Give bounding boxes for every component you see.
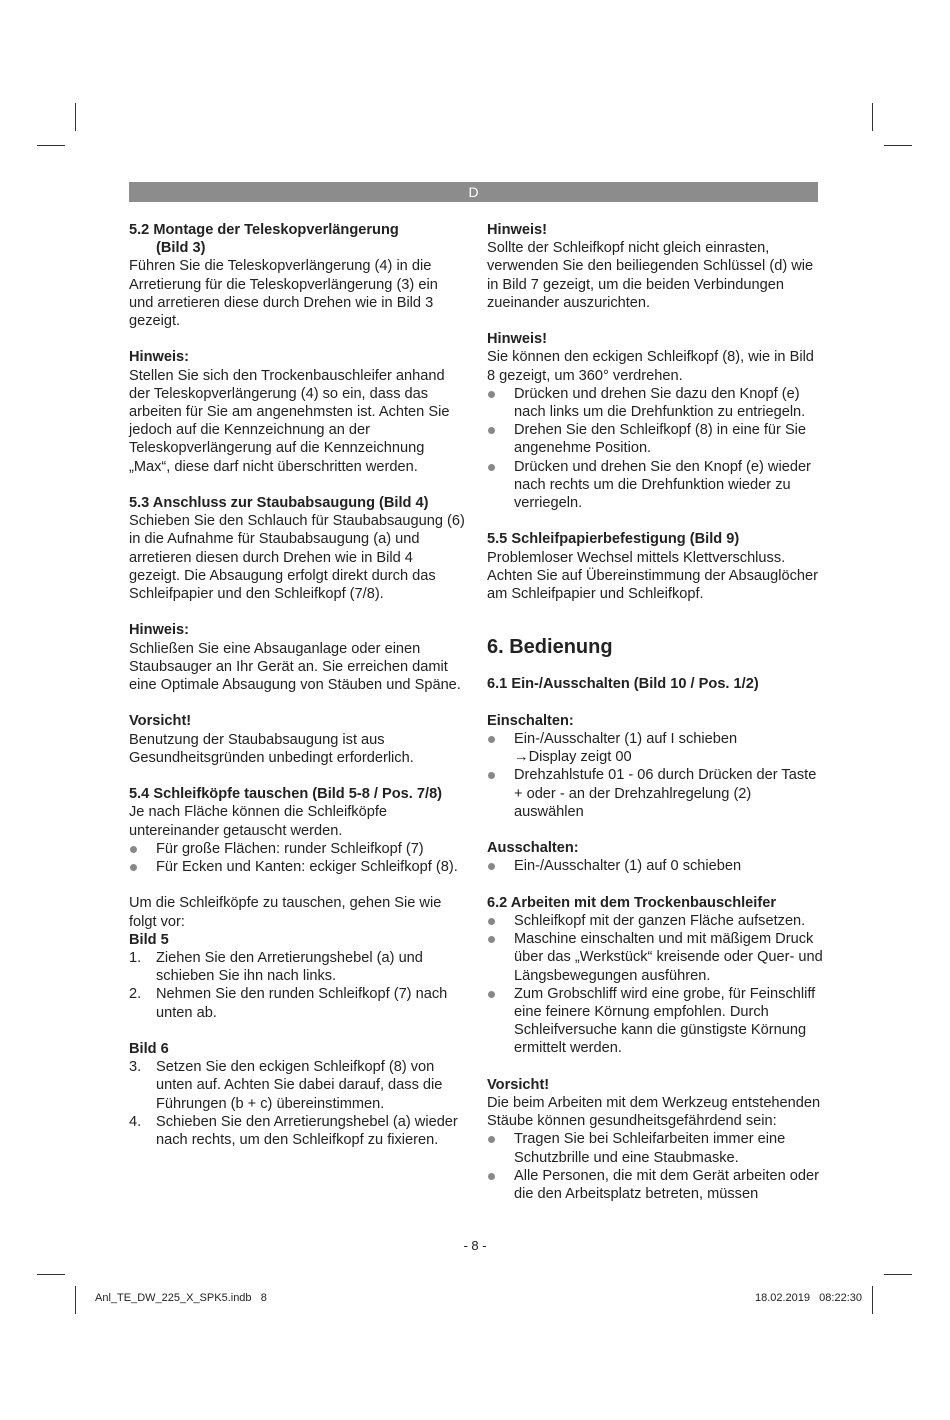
bullet-icon — [488, 736, 495, 743]
caution-2-heading: Vorsicht! — [487, 1076, 550, 1093]
crop-mark — [37, 145, 65, 146]
step-number: 1. — [129, 950, 142, 967]
crop-mark — [872, 1286, 873, 1314]
list-item — [487, 458, 823, 513]
section-5-3-body: Schieben Sie den Schlauch für Staubabsaugung (6) in die Aufnahme für Staubabsaugung (a) und arretieren diesen durch Drehen wie in Bild 4 gezeigt. Die Absaugung erfolgt direkt durch das Schleifpapier und den Schleifkopf (7/8). — [129, 513, 465, 603]
bullet-icon — [488, 391, 495, 398]
section-5-4-body: Je nach Fläche können die Schleifköpfe untereinander getauscht werden. — [129, 804, 387, 839]
list-item — [487, 730, 823, 766]
bullet-icon — [488, 1173, 495, 1180]
step-number: 3. — [129, 1059, 142, 1076]
section-5-4-intro: Um die Schleifköpfe zu tauschen, gehen Sie wie folgt vor: — [129, 895, 442, 930]
display-shows-note: →Display zeigt 00 — [514, 749, 632, 766]
footer-filename: Anl_TE_DW_225_X_SPK5.indb 8 — [95, 1292, 267, 1304]
language-header-bar: D — [129, 182, 818, 202]
list-item-text: Schieben Sie den Arretierungshebel (a) wieder nach rechts, um den Schleifkopf zu fixieren. — [156, 1113, 458, 1149]
hint-1-body: Stellen Sie sich den Trockenbauschleifer anhand der Teleskopverlängerung (4) so ein, dass das arbeiten für Sie am angenehmsten ist. Achten Sie jedoch auf die Kennzeichnung an der Teleskopverlängerung auf die Kennzeichnung „Max“, diese darf nicht überschritten werden. — [129, 367, 450, 475]
footer-timestamp: 18.02.2019 08:22:30 — [754, 1292, 862, 1304]
list-item-text: Tragen Sie bei Schleifarbeiten immer eine Schutzbrille und eine Staubmaske. — [514, 1131, 786, 1166]
hint-4-heading: Hinweis! — [487, 331, 548, 348]
list-item — [487, 766, 823, 821]
list-item — [129, 985, 465, 1021]
hint-2-body: Schließen Sie eine Absauganlage oder einen Staubsauger an Ihr Gerät an. Sie erreichen damit eine Optimale Absaugung von Stäuben und Späne. — [129, 640, 461, 694]
left-column — [129, 221, 465, 1149]
list-item — [487, 985, 823, 1058]
list-item-text: Drehzahlstufe 01 - 06 durch Drücken der Taste + oder - an der Drehzahlregelung (2) auswählen — [514, 767, 817, 820]
page-number: - 8 - — [463, 1238, 487, 1253]
bild-5-heading: Bild 5 — [129, 931, 169, 948]
switch-off-heading: Ausschalten: — [487, 840, 579, 857]
section-5-2-subheading: (Bild 3) — [156, 240, 206, 257]
list-item-text: Für große Flächen: runder Schleifkopf (7) — [156, 840, 424, 857]
list-item-text: Ein-/Ausschalter (1) auf 0 schieben — [514, 858, 742, 875]
list-item — [129, 949, 465, 985]
bullet-icon — [488, 918, 495, 925]
hint-1-heading: Hinweis: — [129, 349, 190, 366]
crop-mark — [75, 1286, 76, 1314]
list-item-text: Drehen Sie den Schleifkopf (8) in eine für Sie angenehme Position. — [514, 422, 807, 457]
bullet-icon — [130, 864, 137, 871]
list-item-text: Ein-/Ausschalter (1) auf I schieben — [514, 731, 738, 748]
list-item — [487, 385, 823, 421]
bullet-icon — [488, 991, 495, 998]
section-5-5-body: Problemloser Wechsel mittels Klettverschluss. Achten Sie auf Übereinstimmung der Absauglöcher am Schleifpapier und Schleifkopf. — [487, 549, 818, 603]
list-item-text: Ziehen Sie den Arretierungshebel (a) und schieben Sie ihn nach links. — [156, 950, 423, 985]
hint-2-heading: Hinweis: — [129, 622, 190, 639]
bild-6-heading: Bild 6 — [129, 1041, 169, 1058]
list-item — [129, 840, 465, 858]
crop-mark — [884, 145, 912, 146]
step-number: 4. — [129, 1113, 142, 1130]
list-item-text: Setzen Sie den eckigen Schleifkopf (8) von unten auf. Achten Sie dabei darauf, dass die Führungen (b + c) übereinstimmen. — [156, 1059, 443, 1112]
switch-on-heading: Einschalten: — [487, 712, 574, 729]
section-5-3-heading: 5.3 Anschluss zur Staubabsaugung (Bild 4) — [129, 495, 429, 512]
list-item-text: Zum Grobschliff wird eine grobe, für Feinschliff eine feinere Körnung empfohlen. Durch Schleifversuche kann die günstigste Körnung ermittelt werden. — [514, 985, 816, 1057]
bullet-icon — [488, 427, 495, 434]
list-item — [487, 421, 823, 457]
list-item — [129, 858, 465, 876]
section-5-5-heading: 5.5 Schleifpapierbefestigung (Bild 9) — [487, 531, 740, 548]
list-item — [487, 857, 823, 875]
bullet-icon — [488, 1136, 495, 1143]
list-item-text: Alle Personen, die mit dem Gerät arbeiten oder die den Arbeitsplatz betreten, müssen — [514, 1167, 820, 1203]
section-5-4-heading: 5.4 Schleifköpfe tauschen (Bild 5-8 / Pos. 7/8) — [129, 786, 443, 803]
crop-mark — [75, 103, 76, 131]
caution-1-heading: Vorsicht! — [129, 713, 192, 730]
list-item — [129, 1058, 465, 1113]
bullet-icon — [488, 772, 495, 779]
crop-mark — [884, 1274, 912, 1275]
list-item-text: Für Ecken und Kanten: eckiger Schleifkopf (8). — [156, 859, 458, 876]
list-item-text: Nehmen Sie den runden Schleifkopf (7) nach unten ab. — [156, 986, 448, 1021]
section-6-2-heading: 6.2 Arbeiten mit dem Trockenbauschleifer — [487, 894, 776, 911]
list-item — [487, 912, 823, 930]
list-item — [487, 1130, 823, 1166]
list-item-text: Maschine einschalten und mit mäßigem Druck über das „Werkstück“ kreisende oder Quer- und Längsbewegungen ausführen. — [514, 931, 823, 984]
crop-mark — [37, 1274, 65, 1275]
hint-3-heading: Hinweis! — [487, 222, 548, 238]
section-5-2-body: Führen Sie die Teleskopverlängerung (4) in die Arretierung für die Teleskopverlängerung (3) ein und arretieren diese durch Drehen wie in Bild 3 gezeigt. — [129, 258, 438, 330]
list-item-text: Schleifkopf mit der ganzen Fläche aufsetzen. — [514, 913, 806, 930]
caution-1-body: Benutzung der Staubabsaugung ist aus Gesundheitsgründen unbedingt erforderlich. — [129, 731, 414, 766]
bullet-icon — [488, 936, 495, 943]
bullet-icon — [488, 863, 495, 870]
bullet-icon — [130, 846, 137, 853]
list-item-text: Drücken und drehen Sie dazu den Knopf (e) nach links um die Drehfunktion zu entriegeln. — [514, 385, 806, 421]
bullet-icon — [488, 464, 495, 471]
hint-3-body: Sollte der Schleifkopf nicht gleich einrasten, verwenden Sie den beiliegenden Schlüssel (d) wie in Bild 7 gezeigt, um die beiden Verbindungen zueinander auszurichten. — [487, 240, 814, 311]
section-5-2-heading: 5.2 Montage der Teleskopverlängerung — [129, 222, 399, 238]
right-column — [487, 221, 823, 1203]
crop-mark — [872, 103, 873, 131]
step-number: 2. — [129, 986, 142, 1003]
list-item — [487, 930, 823, 985]
section-6-heading: 6. Bedienung — [487, 636, 613, 659]
caution-2-body: Die beim Arbeiten mit dem Werkzeug entstehenden Stäube können gesundheitsgefährdend sein: — [487, 1095, 821, 1130]
list-item-text: Drücken und drehen Sie den Knopf (e) wieder nach rechts um die Drehfunktion wieder zu verriegeln. — [514, 458, 811, 512]
list-item — [487, 1167, 823, 1203]
hint-4-body: Sie können den eckigen Schleifkopf (8), wie in Bild 8 gezeigt, um 360° verdrehen. — [487, 349, 814, 384]
list-item — [129, 1113, 465, 1149]
section-6-1-heading: 6.1 Ein-/Ausschalten (Bild 10 / Pos. 1/2) — [487, 676, 759, 693]
